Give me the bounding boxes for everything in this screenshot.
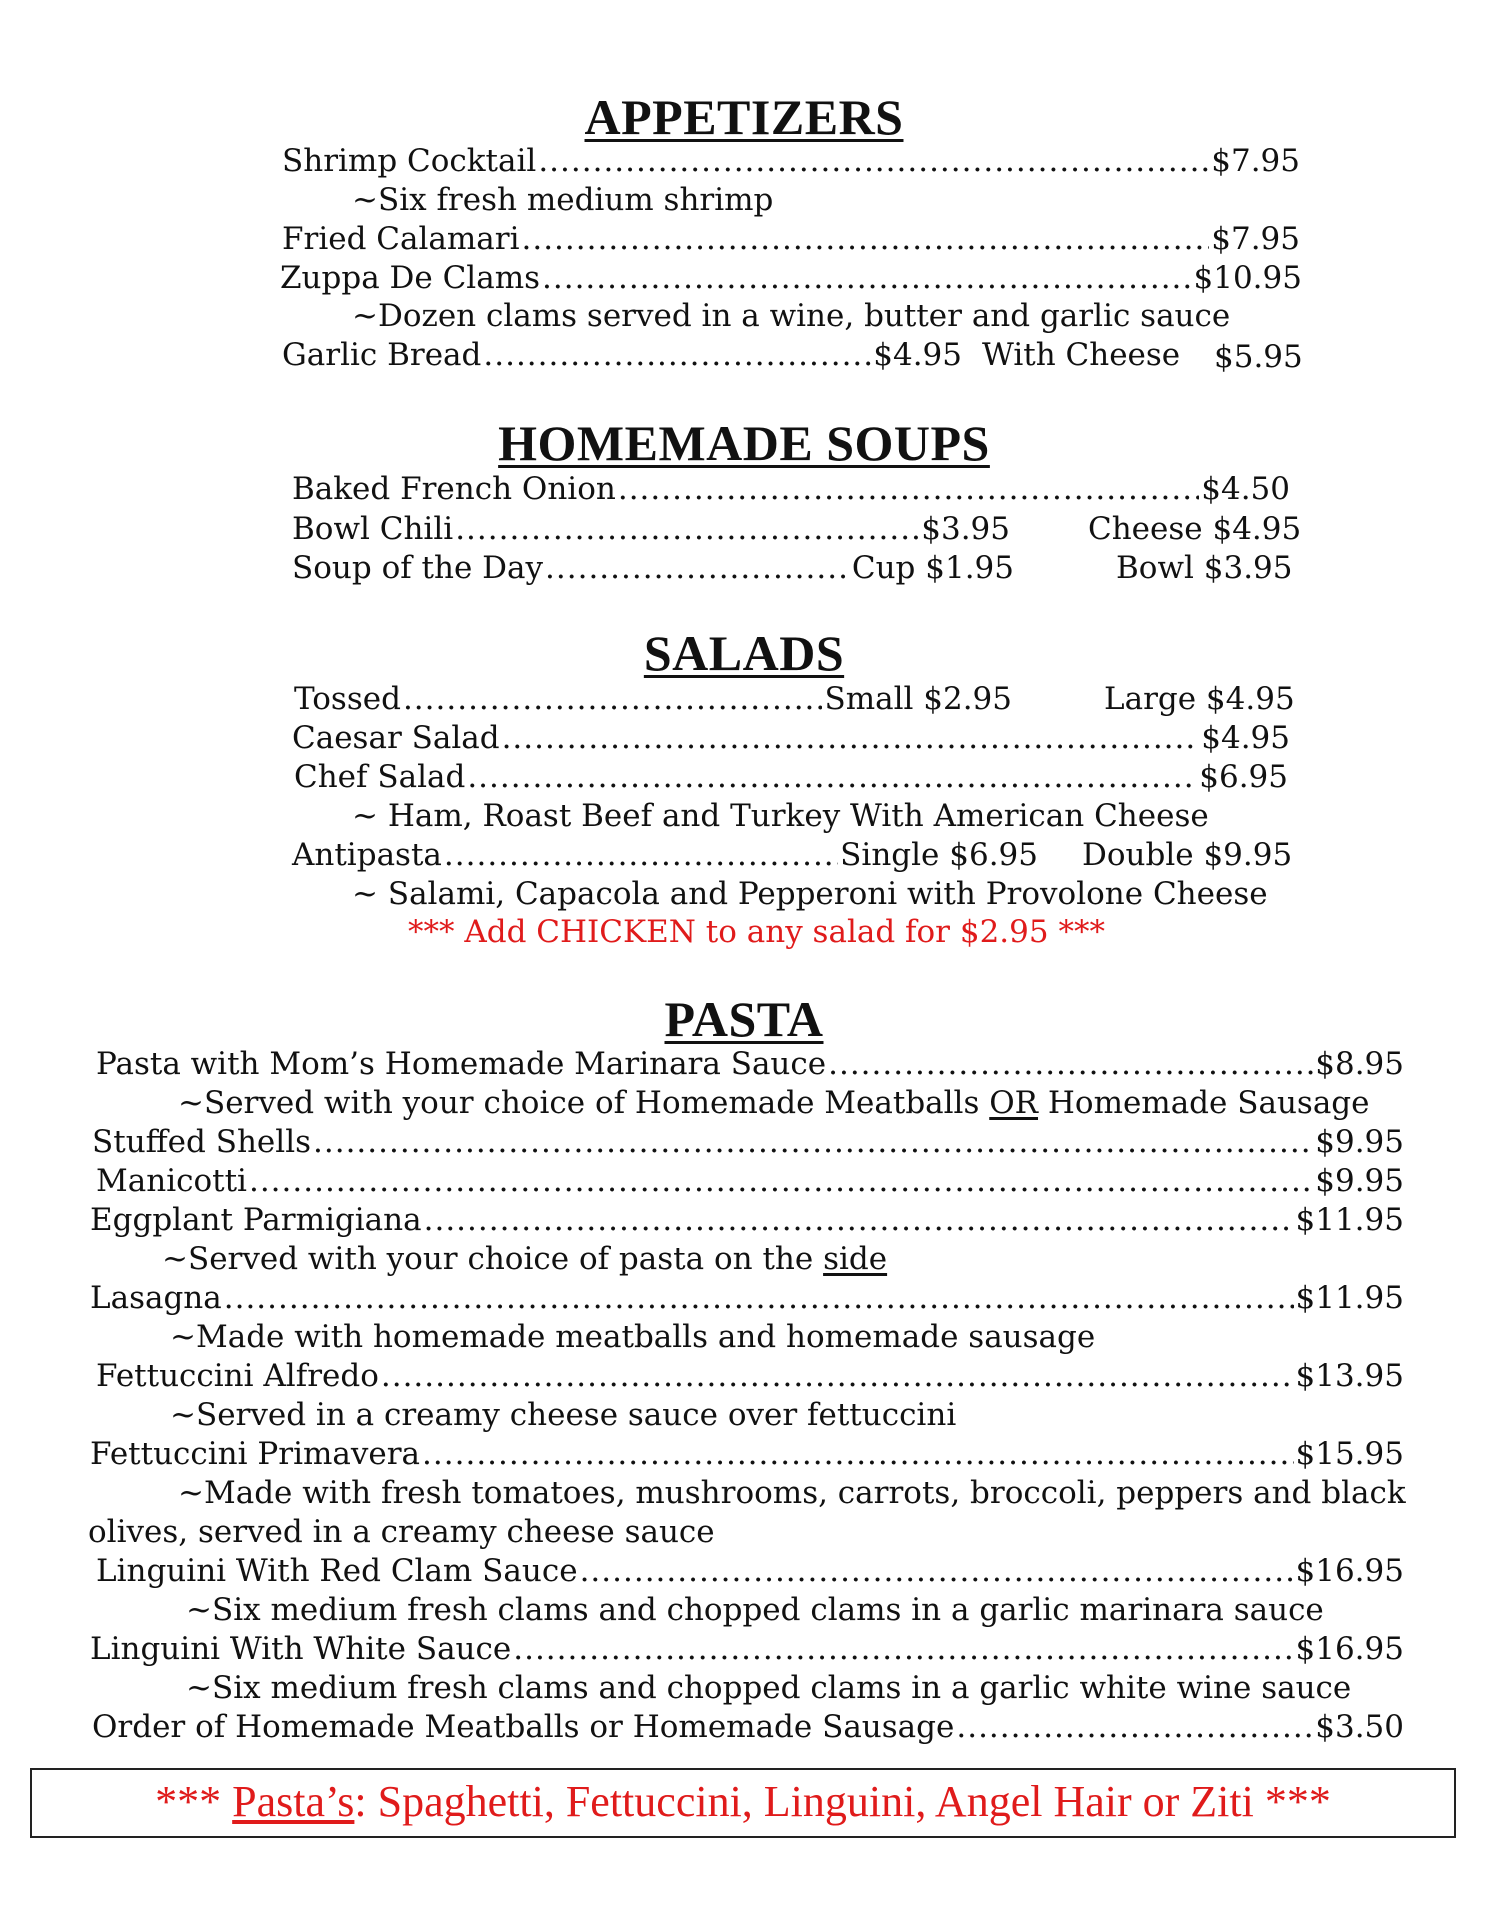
menu-item-zuppa-de-clams (280, 259, 1302, 297)
dot-leader (424, 1201, 1294, 1239)
pasta-heading: PASTA (664, 991, 824, 1047)
dot-leader (580, 1552, 1294, 1590)
item-price: $3.95 (921, 511, 1010, 547)
menu-item-caesar-salad (292, 719, 1290, 757)
dot-leader (522, 220, 1210, 258)
item-name: Caesar Salad (292, 720, 500, 756)
item-name: Antipasta (292, 837, 442, 873)
item-price: $10.95 (1193, 260, 1302, 296)
menu-item-eggplant-parmigiana (90, 1201, 1404, 1239)
item-name: Fettuccini Alfredo (96, 1358, 379, 1394)
dot-leader (455, 510, 919, 548)
item-name: Shrimp Cocktail (282, 143, 537, 179)
item-description: ~Made with homemade meatballs and homemade sausage (170, 1319, 1096, 1355)
menu-item-french-onion (292, 470, 1290, 508)
item-description: ~Dozen clams served in a wine, butter and garlic sauce (352, 298, 1231, 334)
menu-item-bowl-chili (292, 510, 1010, 548)
item-price: $11.95 (1295, 1202, 1404, 1238)
item-name: Manicotti (96, 1163, 247, 1199)
dot-leader (956, 1708, 1313, 1746)
dot-leader (224, 1279, 1294, 1317)
item-description (178, 1084, 1370, 1122)
item-name: Baked French Onion (292, 471, 616, 507)
dot-leader (403, 680, 823, 718)
dot-leader (502, 719, 1200, 757)
menu-item-fettuccini-alfredo (96, 1357, 1404, 1395)
item-price: $16.95 (1295, 1631, 1404, 1667)
item-name: Bowl Chili (292, 511, 454, 547)
dot-leader (538, 142, 1209, 180)
item-price: $7.95 (1211, 221, 1300, 257)
dot-leader (483, 336, 871, 374)
dot-leader (618, 470, 1199, 508)
dot-leader (467, 758, 1197, 796)
dot-leader (828, 1045, 1313, 1083)
menu-item-shrimp-cocktail (282, 142, 1300, 180)
item-extra-price: $5.95 (1214, 339, 1303, 375)
item-name: Garlic Bread (282, 337, 482, 373)
item-extra: Cheese $4.95 (1088, 511, 1302, 547)
item-description: ~Six fresh medium shrimp (352, 182, 774, 218)
item-description: ~Six medium fresh clams and chopped clams in a garlic white wine sauce (186, 1670, 1352, 1706)
item-name: Linguini With Red Clam Sauce (96, 1553, 578, 1589)
item-name: Fried Calamari (282, 221, 520, 257)
item-name: Lasagna (90, 1280, 222, 1316)
item-description: ~Made with fresh tomatoes, mushrooms, carrots, broccoli, peppers and black (178, 1475, 1406, 1511)
item-price: $4.50 (1201, 471, 1290, 507)
dot-leader (249, 1162, 1313, 1200)
banner-pasta-list: : Spaghetti, Fettuccini, Linguini, Angel Hair or Ziti (354, 1777, 1265, 1826)
banner-pastas-label: Pasta’s (232, 1777, 355, 1826)
desc-side-underlined: side (823, 1241, 888, 1277)
item-price: $4.95 (1201, 720, 1290, 756)
item-price: $16.95 (1295, 1553, 1404, 1589)
desc-or-underlined: OR (989, 1085, 1039, 1121)
menu-item-chef-salad (294, 758, 1288, 796)
item-name: Eggplant Parmigiana (90, 1202, 422, 1238)
menu-item-tossed (294, 680, 1012, 718)
item-price: Single $6.95 (840, 837, 1038, 873)
item-price: $13.95 (1295, 1358, 1404, 1394)
menu-item-meatballs-sausage (92, 1708, 1404, 1746)
banner-stars: *** (155, 1777, 233, 1826)
dot-leader (313, 1123, 1313, 1161)
banner-stars: *** (1264, 1777, 1331, 1826)
item-price: Small $2.95 (824, 681, 1012, 717)
item-description: ~Served in a creamy cheese sauce over fettuccini (170, 1397, 957, 1433)
item-price: $11.95 (1295, 1280, 1404, 1316)
item-name: Chef Salad (294, 759, 466, 795)
dot-leader (381, 1357, 1294, 1395)
menu-item-marinara (96, 1045, 1404, 1083)
dot-leader (542, 259, 1192, 297)
pasta-choices-banner (30, 1768, 1456, 1838)
item-description: ~ Salami, Capacola and Pepperoni with Provolone Cheese (352, 876, 1268, 912)
item-description: ~Six medium fresh clams and chopped clams in a garlic marinara sauce (186, 1592, 1324, 1628)
item-name: Soup of the Day (292, 550, 544, 586)
menu-item-garlic-bread (282, 336, 962, 374)
item-extra: Large $4.95 (1104, 681, 1295, 717)
item-price: $6.95 (1199, 759, 1288, 795)
dot-leader (422, 1435, 1293, 1473)
desc-text: Homemade Sausage (1038, 1085, 1370, 1121)
item-name: Linguini With White Sauce (90, 1631, 512, 1667)
item-description (162, 1240, 887, 1278)
item-description-continued: olives, served in a creamy cheese sauce (88, 1514, 715, 1550)
menu-item-linguini-white-sauce (90, 1630, 1404, 1668)
menu-item-manicotti (96, 1162, 1404, 1200)
menu-item-fettuccini-primavera (90, 1435, 1404, 1473)
item-name: Zuppa De Clams (280, 260, 541, 296)
item-price: $7.95 (1211, 143, 1300, 179)
item-extra-label: With Cheese (982, 337, 1181, 373)
item-extra: Double $9.95 (1082, 837, 1293, 873)
item-price: $15.95 (1295, 1436, 1404, 1472)
item-price: $8.95 (1315, 1046, 1404, 1082)
item-price: $3.50 (1315, 1709, 1404, 1745)
appetizers-heading: APPETIZERS (584, 89, 904, 145)
item-name: Tossed (294, 681, 401, 717)
menu-item-stuffed-shells (92, 1123, 1404, 1161)
item-price: $9.95 (1315, 1163, 1404, 1199)
salads-heading: SALADS (643, 625, 845, 681)
soups-heading: HOMEMADE SOUPS (498, 415, 990, 471)
dot-leader (444, 836, 838, 874)
menu-item-soup-of-the-day (292, 549, 1014, 587)
desc-text: ~Served with your choice of pasta on the (162, 1241, 824, 1277)
salad-chicken-note: *** Add CHICKEN to any salad for $2.95 *** (408, 914, 1105, 950)
item-price: $9.95 (1315, 1124, 1404, 1160)
item-name: Fettuccini Primavera (90, 1436, 421, 1472)
item-name: Stuffed Shells (92, 1124, 312, 1160)
menu-item-fried-calamari (282, 220, 1300, 258)
menu-item-antipasta (292, 836, 1038, 874)
dot-leader (545, 549, 850, 587)
item-description: ~ Ham, Roast Beef and Turkey With American Cheese (352, 798, 1209, 834)
item-name: Order of Homemade Meatballs or Homemade Sausage (92, 1709, 955, 1745)
dot-leader (513, 1630, 1293, 1668)
item-price: $4.95 (873, 337, 962, 373)
item-name: Pasta with Mom’s Homemade Marinara Sauce (96, 1046, 827, 1082)
menu-item-linguini-red-clam (96, 1552, 1404, 1590)
desc-text: ~Served with your choice of Homemade Meatballs (178, 1085, 990, 1121)
menu-item-lasagna (90, 1279, 1404, 1317)
item-extra: Bowl $3.95 (1116, 550, 1293, 586)
item-price: Cup $1.95 (851, 550, 1014, 586)
